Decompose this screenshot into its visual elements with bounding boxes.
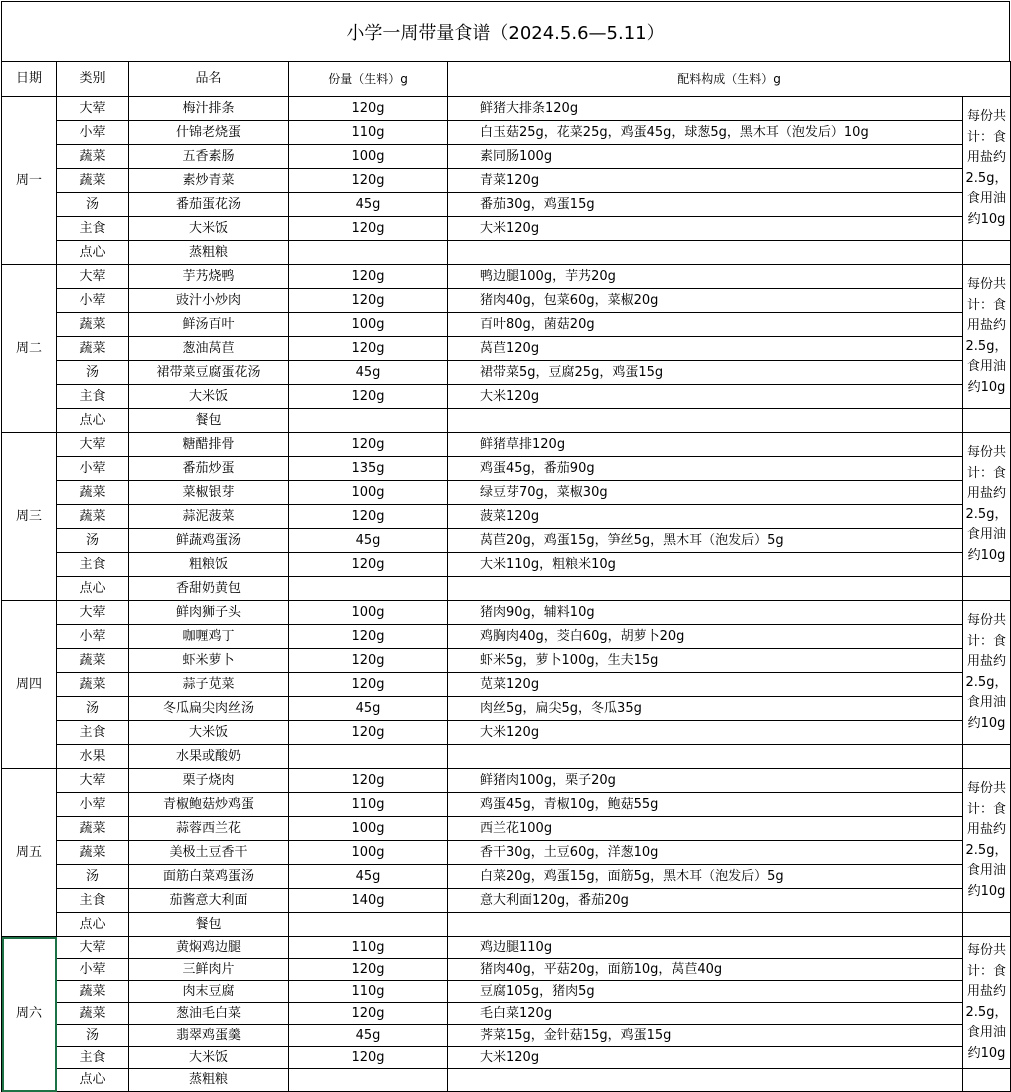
table-row xyxy=(2,649,1011,673)
ingredients-cell[interactable]: 鸡蛋45g，青椒10g，鲍菇55g xyxy=(448,793,963,817)
category-cell[interactable]: 大荤 xyxy=(57,601,129,625)
ingredients-cell[interactable]: 大米110g，粗粮米10g xyxy=(448,553,963,577)
empty-cell[interactable] xyxy=(963,1069,1011,1092)
ingredients-cell[interactable]: 猪肉90g，辅料10g xyxy=(448,601,963,625)
table-row xyxy=(2,865,1011,889)
dish-cell[interactable]: 栗子烧肉 xyxy=(129,769,289,793)
table-row xyxy=(2,937,1011,959)
qty-cell[interactable]: 45g xyxy=(289,529,448,553)
empty-cell[interactable] xyxy=(963,241,1011,265)
qty-cell[interactable]: 110g xyxy=(289,121,448,145)
ingredients-cell[interactable]: 鸡胸肉40g，茭白60g，胡萝卜20g xyxy=(448,625,963,649)
category-cell[interactable]: 点心 xyxy=(57,409,129,433)
category-cell[interactable]: 蔬菜 xyxy=(57,673,129,697)
qty-cell[interactable] xyxy=(289,241,448,265)
dish-cell[interactable]: 葱油莴苣 xyxy=(129,337,289,361)
dish-cell[interactable]: 蒜蓉西兰花 xyxy=(129,817,289,841)
header-row xyxy=(2,62,1011,97)
note-cell[interactable]: 每份共计：食用盐约2.5g，食用油约10g xyxy=(963,937,1011,1069)
note-cell[interactable]: 每份共计：食用盐约2.5g，食用油约10g xyxy=(963,433,1011,577)
qty-cell[interactable]: 120g xyxy=(289,625,448,649)
ingredients-cell[interactable]: 裙带菜5g，豆腐25g，鸡蛋15g xyxy=(448,361,963,385)
category-cell[interactable]: 蔬菜 xyxy=(57,145,129,169)
dish-cell[interactable]: 餐包 xyxy=(129,409,289,433)
ingredients-cell[interactable]: 白玉菇25g，花菜25g，鸡蛋45g，球葱5g，黑木耳（泡发后）10g xyxy=(448,121,963,145)
category-cell[interactable]: 蔬菜 xyxy=(57,505,129,529)
table-row xyxy=(2,409,1011,433)
ingredients-cell[interactable] xyxy=(448,913,963,937)
table-row xyxy=(2,673,1011,697)
ingredients-cell[interactable] xyxy=(448,577,963,601)
empty-cell[interactable] xyxy=(963,745,1011,769)
qty-cell[interactable]: 120g xyxy=(289,97,448,121)
category-cell[interactable]: 蔬菜 xyxy=(57,817,129,841)
dish-cell[interactable]: 翡翠鸡蛋羹 xyxy=(129,1025,289,1047)
table-row xyxy=(2,625,1011,649)
day-cell[interactable]: 周一 xyxy=(2,97,57,265)
day-cell[interactable]: 周二 xyxy=(2,265,57,433)
qty-cell[interactable]: 120g xyxy=(289,959,448,981)
header-qty[interactable]: 份量（生料）g xyxy=(289,62,448,97)
qty-cell[interactable]: 120g xyxy=(289,337,448,361)
category-cell[interactable]: 汤 xyxy=(57,529,129,553)
ingredients-cell[interactable]: 猪肉40g，包菜60g，菜椒20g xyxy=(448,289,963,313)
table-row xyxy=(2,169,1011,193)
qty-cell[interactable]: 140g xyxy=(289,889,448,913)
category-cell[interactable]: 蔬菜 xyxy=(57,313,129,337)
ingredients-cell[interactable]: 大米120g xyxy=(448,1047,963,1069)
table-row xyxy=(2,1003,1011,1025)
ingredients-cell[interactable]: 鸡蛋45g，番茄90g xyxy=(448,457,963,481)
dish-cell[interactable]: 美极土豆香干 xyxy=(129,841,289,865)
category-cell[interactable]: 小荤 xyxy=(57,121,129,145)
dish-cell[interactable]: 葱油毛白菜 xyxy=(129,1003,289,1025)
table-row xyxy=(2,481,1011,505)
ingredients-cell[interactable]: 荠菜15g，金针菇15g，鸡蛋15g xyxy=(448,1025,963,1047)
table-row xyxy=(2,337,1011,361)
dish-cell[interactable]: 什锦老烧蛋 xyxy=(129,121,289,145)
qty-cell[interactable]: 120g xyxy=(289,553,448,577)
qty-cell[interactable]: 120g xyxy=(289,289,448,313)
table-row xyxy=(2,981,1011,1003)
category-cell[interactable]: 主食 xyxy=(57,217,129,241)
dish-cell[interactable]: 糖醋排骨 xyxy=(129,433,289,457)
qty-cell[interactable]: 120g xyxy=(289,505,448,529)
category-cell[interactable]: 主食 xyxy=(57,721,129,745)
category-cell[interactable]: 汤 xyxy=(57,193,129,217)
ingredients-cell[interactable] xyxy=(448,1069,963,1092)
dish-cell[interactable]: 冬瓜扁尖肉丝汤 xyxy=(129,697,289,721)
qty-cell[interactable]: 120g xyxy=(289,265,448,289)
category-cell[interactable]: 汤 xyxy=(57,1025,129,1047)
table-row xyxy=(2,289,1011,313)
dish-cell[interactable]: 水果或酸奶 xyxy=(129,745,289,769)
table-row xyxy=(2,529,1011,553)
category-cell[interactable]: 点心 xyxy=(57,1069,129,1092)
dish-cell[interactable]: 面筋白菜鸡蛋汤 xyxy=(129,865,289,889)
ingredients-cell[interactable]: 莴苣120g xyxy=(448,337,963,361)
category-cell[interactable]: 点心 xyxy=(57,241,129,265)
dish-cell[interactable]: 鲜汤百叶 xyxy=(129,313,289,337)
note-cell[interactable]: 每份共计：食用盐约2.5g，食用油约10g xyxy=(963,97,1011,241)
category-cell[interactable]: 点心 xyxy=(57,913,129,937)
dish-cell[interactable]: 大米饭 xyxy=(129,385,289,409)
dish-cell[interactable]: 芋艿烧鸭 xyxy=(129,265,289,289)
dish-cell[interactable]: 鲜肉狮子头 xyxy=(129,601,289,625)
dish-cell[interactable]: 茄酱意大利面 xyxy=(129,889,289,913)
table-row xyxy=(2,745,1011,769)
ingredients-cell[interactable]: 香干30g，土豆60g，洋葱10g xyxy=(448,841,963,865)
table-row xyxy=(2,601,1011,625)
ingredients-cell[interactable] xyxy=(448,409,963,433)
qty-cell[interactable]: 120g xyxy=(289,385,448,409)
category-cell[interactable]: 主食 xyxy=(57,385,129,409)
empty-cell[interactable] xyxy=(963,409,1011,433)
day-cell[interactable]: 周四 xyxy=(2,601,57,769)
qty-cell[interactable]: 120g xyxy=(289,769,448,793)
table-row xyxy=(2,433,1011,457)
category-cell[interactable]: 蔬菜 xyxy=(57,337,129,361)
table-row xyxy=(2,313,1011,337)
header-dish[interactable]: 品名 xyxy=(129,62,289,97)
table-row xyxy=(2,121,1011,145)
dish-cell[interactable]: 裙带菜豆腐蛋花汤 xyxy=(129,361,289,385)
dish-cell[interactable]: 蒜泥菠菜 xyxy=(129,505,289,529)
day-cell[interactable]: 周三 xyxy=(2,433,57,601)
ingredients-cell[interactable]: 鸡边腿110g xyxy=(448,937,963,959)
table-row xyxy=(2,721,1011,745)
qty-cell[interactable]: 45g xyxy=(289,865,448,889)
table-row xyxy=(2,217,1011,241)
note-cell[interactable]: 每份共计：食用盐约2.5g，食用油约10g xyxy=(963,265,1011,409)
note-cell[interactable]: 每份共计：食用盐约2.5g，食用油约10g xyxy=(963,769,1011,913)
qty-cell[interactable]: 110g xyxy=(289,981,448,1003)
ingredients-cell[interactable]: 大米120g xyxy=(448,217,963,241)
header-ingredients[interactable]: 配料构成（生料）g xyxy=(448,62,1011,97)
ingredients-cell[interactable]: 虾米5g，萝卜100g，生夫15g xyxy=(448,649,963,673)
ingredients-cell[interactable]: 猪肉40g，平菇20g，面筋10g，莴苣40g xyxy=(448,959,963,981)
qty-cell[interactable] xyxy=(289,913,448,937)
table-row xyxy=(2,457,1011,481)
qty-cell[interactable]: 110g xyxy=(289,937,448,959)
table-row xyxy=(2,265,1011,289)
ingredients-cell[interactable]: 鸭边腿100g，芋艿20g xyxy=(448,265,963,289)
category-cell[interactable]: 大荤 xyxy=(57,433,129,457)
qty-cell[interactable]: 120g xyxy=(289,1003,448,1025)
menu-body xyxy=(2,97,1011,1092)
category-cell[interactable]: 蔬菜 xyxy=(57,169,129,193)
ingredients-cell[interactable]: 鲜猪肉100g，栗子20g xyxy=(448,769,963,793)
ingredients-cell[interactable]: 大米120g xyxy=(448,385,963,409)
qty-cell[interactable]: 110g xyxy=(289,793,448,817)
qty-cell[interactable]: 120g xyxy=(289,673,448,697)
qty-cell[interactable] xyxy=(289,409,448,433)
empty-cell[interactable] xyxy=(963,577,1011,601)
table-row xyxy=(2,1047,1011,1069)
dish-cell[interactable]: 餐包 xyxy=(129,913,289,937)
dish-cell[interactable]: 蒸粗粮 xyxy=(129,241,289,265)
qty-cell[interactable]: 120g xyxy=(289,649,448,673)
category-cell[interactable]: 主食 xyxy=(57,553,129,577)
table-row xyxy=(2,553,1011,577)
ingredients-cell[interactable]: 番茄30g，鸡蛋15g xyxy=(448,193,963,217)
table-row xyxy=(2,959,1011,981)
category-cell[interactable]: 小荤 xyxy=(57,959,129,981)
qty-cell[interactable]: 100g xyxy=(289,313,448,337)
qty-cell[interactable] xyxy=(289,745,448,769)
ingredients-cell[interactable]: 素同肠100g xyxy=(448,145,963,169)
ingredients-cell[interactable]: 百叶80g，菌菇20g xyxy=(448,313,963,337)
qty-cell[interactable]: 135g xyxy=(289,457,448,481)
qty-cell[interactable]: 100g xyxy=(289,601,448,625)
category-cell[interactable]: 水果 xyxy=(57,745,129,769)
ingredients-cell[interactable]: 豆腐105g，猪肉5g xyxy=(448,981,963,1003)
qty-cell[interactable]: 120g xyxy=(289,1047,448,1069)
qty-cell[interactable]: 120g xyxy=(289,169,448,193)
dish-cell[interactable]: 梅汁排条 xyxy=(129,97,289,121)
category-cell[interactable]: 蔬菜 xyxy=(57,841,129,865)
category-cell[interactable]: 点心 xyxy=(57,577,129,601)
category-cell[interactable]: 小荤 xyxy=(57,457,129,481)
table-row xyxy=(2,97,1011,121)
header-category[interactable]: 类别 xyxy=(57,62,129,97)
dish-cell[interactable]: 三鲜肉片 xyxy=(129,959,289,981)
qty-cell[interactable]: 120g xyxy=(289,433,448,457)
qty-cell[interactable] xyxy=(289,577,448,601)
ingredients-cell[interactable]: 莴苣20g，鸡蛋15g，笋丝5g，黑木耳（泡发后）5g xyxy=(448,529,963,553)
dish-cell[interactable]: 豉汁小炒肉 xyxy=(129,289,289,313)
dish-cell[interactable]: 鲜蔬鸡蛋汤 xyxy=(129,529,289,553)
dish-cell[interactable]: 虾米萝卜 xyxy=(129,649,289,673)
qty-cell[interactable]: 120g xyxy=(289,721,448,745)
ingredients-cell[interactable] xyxy=(448,745,963,769)
ingredients-cell[interactable]: 毛白菜120g xyxy=(448,1003,963,1025)
category-cell[interactable]: 汤 xyxy=(57,697,129,721)
day-cell[interactable]: 周六 xyxy=(2,937,57,1092)
ingredients-cell[interactable]: 白菜20g，鸡蛋15g，面筋5g，黑木耳（泡发后）5g xyxy=(448,865,963,889)
dish-cell[interactable]: 素炒青菜 xyxy=(129,169,289,193)
qty-cell[interactable]: 120g xyxy=(289,217,448,241)
dish-cell[interactable]: 大米饭 xyxy=(129,1047,289,1069)
dish-cell[interactable]: 肉末豆腐 xyxy=(129,981,289,1003)
qty-cell[interactable]: 45g xyxy=(289,1025,448,1047)
table-row xyxy=(2,361,1011,385)
header-day[interactable]: 日期 xyxy=(2,62,57,97)
table-row xyxy=(2,1025,1011,1047)
qty-cell[interactable]: 45g xyxy=(289,361,448,385)
ingredients-cell[interactable]: 西兰花100g xyxy=(448,817,963,841)
table-row xyxy=(2,145,1011,169)
table-row xyxy=(2,385,1011,409)
dish-cell[interactable]: 香甜奶黄包 xyxy=(129,577,289,601)
ingredients-cell[interactable]: 意大利面120g，番茄20g xyxy=(448,889,963,913)
category-cell[interactable]: 大荤 xyxy=(57,265,129,289)
table-row xyxy=(2,193,1011,217)
dish-cell[interactable]: 番茄蛋花汤 xyxy=(129,193,289,217)
ingredients-cell[interactable] xyxy=(448,241,963,265)
qty-cell[interactable]: 100g xyxy=(289,841,448,865)
table-row xyxy=(2,793,1011,817)
table-row xyxy=(2,505,1011,529)
category-cell[interactable]: 蔬菜 xyxy=(57,649,129,673)
ingredients-cell[interactable]: 苋菜120g xyxy=(448,673,963,697)
qty-cell[interactable]: 100g xyxy=(289,817,448,841)
ingredients-cell[interactable]: 菠菜120g xyxy=(448,505,963,529)
dish-cell[interactable]: 菜椒银芽 xyxy=(129,481,289,505)
table-row xyxy=(2,697,1011,721)
dish-cell[interactable]: 蒸粗粮 xyxy=(129,1069,289,1092)
table-row xyxy=(2,1069,1011,1092)
dish-cell[interactable]: 粗粮饭 xyxy=(129,553,289,577)
table-row xyxy=(2,889,1011,913)
category-cell[interactable]: 小荤 xyxy=(57,625,129,649)
category-cell[interactable]: 蔬菜 xyxy=(57,481,129,505)
category-cell[interactable]: 小荤 xyxy=(57,289,129,313)
dish-cell[interactable]: 大米饭 xyxy=(129,721,289,745)
table-row xyxy=(2,913,1011,937)
category-cell[interactable]: 主食 xyxy=(57,889,129,913)
category-cell[interactable]: 汤 xyxy=(57,865,129,889)
qty-cell[interactable]: 100g xyxy=(289,481,448,505)
table-row xyxy=(2,241,1011,265)
qty-cell[interactable]: 45g xyxy=(289,697,448,721)
ingredients-cell[interactable]: 鲜猪大排条120g xyxy=(448,97,963,121)
category-cell[interactable]: 蔬菜 xyxy=(57,1003,129,1025)
dish-cell[interactable]: 蒜子苋菜 xyxy=(129,673,289,697)
table-row xyxy=(2,769,1011,793)
note-cell[interactable]: 每份共计：食用盐约2.5g，食用油约10g xyxy=(963,601,1011,745)
qty-cell[interactable]: 100g xyxy=(289,145,448,169)
ingredients-cell[interactable]: 肉丝5g，扁尖5g，冬瓜35g xyxy=(448,697,963,721)
ingredients-cell[interactable]: 绿豆芽70g，菜椒30g xyxy=(448,481,963,505)
day-cell[interactable]: 周五 xyxy=(2,769,57,937)
table-row xyxy=(2,577,1011,601)
qty-cell[interactable] xyxy=(289,1069,448,1092)
qty-cell[interactable]: 45g xyxy=(289,193,448,217)
dish-cell[interactable]: 黄焖鸡边腿 xyxy=(129,937,289,959)
dish-cell[interactable]: 大米饭 xyxy=(129,217,289,241)
category-cell[interactable]: 大荤 xyxy=(57,97,129,121)
table-row xyxy=(2,817,1011,841)
dish-cell[interactable]: 番茄炒蛋 xyxy=(129,457,289,481)
menu-table xyxy=(1,61,1011,1092)
category-cell[interactable]: 大荤 xyxy=(57,937,129,959)
ingredients-cell[interactable]: 鲜猪草排120g xyxy=(448,433,963,457)
category-cell[interactable]: 主食 xyxy=(57,1047,129,1069)
dish-cell[interactable]: 五香素肠 xyxy=(129,145,289,169)
dish-cell[interactable]: 咖喱鸡丁 xyxy=(129,625,289,649)
category-cell[interactable]: 大荤 xyxy=(57,769,129,793)
category-cell[interactable]: 蔬菜 xyxy=(57,981,129,1003)
category-cell[interactable]: 汤 xyxy=(57,361,129,385)
page-title[interactable]: 小学一周带量食谱（2024.5.6—5.11） xyxy=(1,1,1010,61)
ingredients-cell[interactable]: 青菜120g xyxy=(448,169,963,193)
category-cell[interactable]: 小荤 xyxy=(57,793,129,817)
table-row xyxy=(2,841,1011,865)
ingredients-cell[interactable]: 大米120g xyxy=(448,721,963,745)
dish-cell[interactable]: 青椒鲍菇炒鸡蛋 xyxy=(129,793,289,817)
empty-cell[interactable] xyxy=(963,913,1011,937)
